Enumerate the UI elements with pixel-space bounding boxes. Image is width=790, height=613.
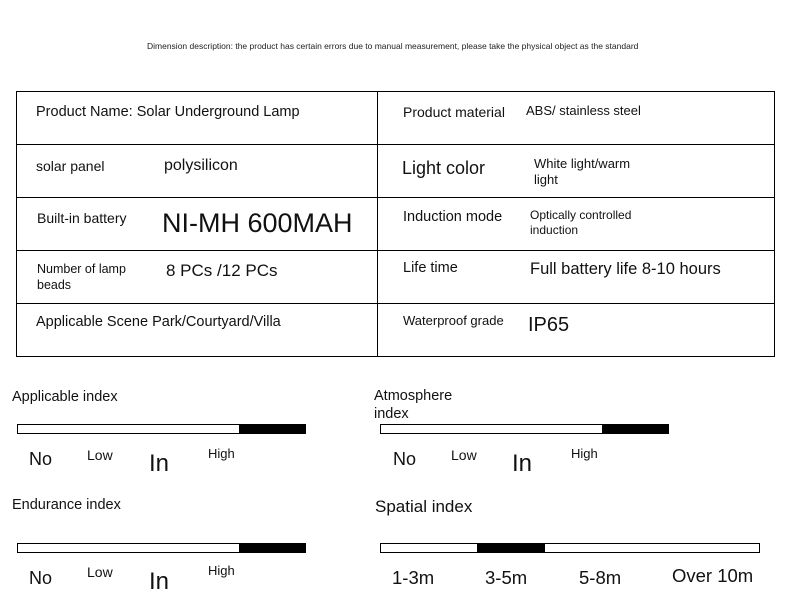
spec-value: NI-MH 600MAH xyxy=(162,208,353,238)
spec-label: Light color xyxy=(402,158,486,178)
spec-value: Optically controlled induction xyxy=(530,208,632,237)
spatial-label-5-8m: 5-8m xyxy=(579,567,622,588)
table-row xyxy=(17,304,775,357)
atmosphere-index-fill xyxy=(602,425,668,433)
spec-label: Product Name: Solar Underground Lamp xyxy=(36,104,300,120)
spatial-index-fill xyxy=(477,544,545,552)
table-row xyxy=(17,251,775,304)
spec-label: Waterproof grade xyxy=(403,313,504,328)
endurance-index-title: Endurance index xyxy=(12,497,121,513)
spec-label: Life time xyxy=(403,260,458,276)
spec-label: Built-in battery xyxy=(37,210,127,226)
spec-cell-battery xyxy=(17,198,378,251)
spec-cell-lamp-beads xyxy=(17,251,378,304)
spec-cell-scene xyxy=(17,304,378,357)
spec-table xyxy=(16,91,775,357)
endurance-index-fill xyxy=(239,544,305,552)
spec-cell-waterproof xyxy=(378,304,775,357)
table-row xyxy=(17,145,775,198)
spec-value: White light/warm light xyxy=(534,156,631,187)
spec-value: Full battery life 8-10 hours xyxy=(530,260,721,278)
spec-value: ABS/ stainless steel xyxy=(526,103,641,118)
spec-value: polysilicon xyxy=(164,157,238,174)
spec-label: Product material xyxy=(403,104,505,120)
spec-label: Induction mode xyxy=(403,209,503,225)
spec-label: solar panel xyxy=(36,158,105,174)
atmosphere-label-no: No xyxy=(393,449,417,469)
spec-label: Applicable Scene Park/Courtyard/Villa xyxy=(36,314,281,330)
spatial-index-title: Spatial index xyxy=(375,497,473,516)
spatial-label-over-10m: Over 10m xyxy=(672,565,754,586)
atmosphere-label-high: High xyxy=(571,446,598,461)
spatial-label-1-3m: 1-3m xyxy=(392,567,435,588)
atmosphere-label-in: In xyxy=(512,450,533,477)
spec-cell-material xyxy=(378,92,775,145)
dimension-note: Dimension description: the product has certain errors due to manual measurement, please take the physical object as the standard xyxy=(147,41,639,51)
spec-cell-product-name xyxy=(17,92,378,145)
applicable-index-title: Applicable index xyxy=(12,389,118,405)
atmosphere-index-title: Atmosphere index xyxy=(374,388,453,422)
endurance-label-low: Low xyxy=(87,564,113,580)
applicable-label-high: High xyxy=(208,446,235,461)
atmosphere-index-bar xyxy=(380,424,669,434)
applicable-index-bar xyxy=(17,424,306,434)
atmosphere-label-low: Low xyxy=(451,447,477,463)
endurance-label-in: In xyxy=(149,568,170,595)
spec-cell-induction xyxy=(378,198,775,251)
table-row xyxy=(17,198,775,251)
applicable-label-in: In xyxy=(149,450,170,477)
spec-cell-solar-panel xyxy=(17,145,378,198)
spatial-index-bar xyxy=(380,543,760,553)
endurance-label-high: High xyxy=(208,563,235,578)
applicable-label-low: Low xyxy=(87,447,113,463)
spec-cell-life-time xyxy=(378,251,775,304)
endurance-label-no: No xyxy=(29,568,53,588)
table-row xyxy=(17,92,775,145)
spec-cell-light-color xyxy=(378,145,775,198)
spec-value: 8 PCs /12 PCs xyxy=(166,261,278,280)
applicable-index-fill xyxy=(239,425,305,433)
spec-value: IP65 xyxy=(528,314,570,336)
applicable-label-no: No xyxy=(29,449,53,469)
endurance-index-bar xyxy=(17,543,306,553)
spec-label: Number of lamp beads xyxy=(37,262,126,292)
spatial-label-3-5m: 3-5m xyxy=(485,567,528,588)
